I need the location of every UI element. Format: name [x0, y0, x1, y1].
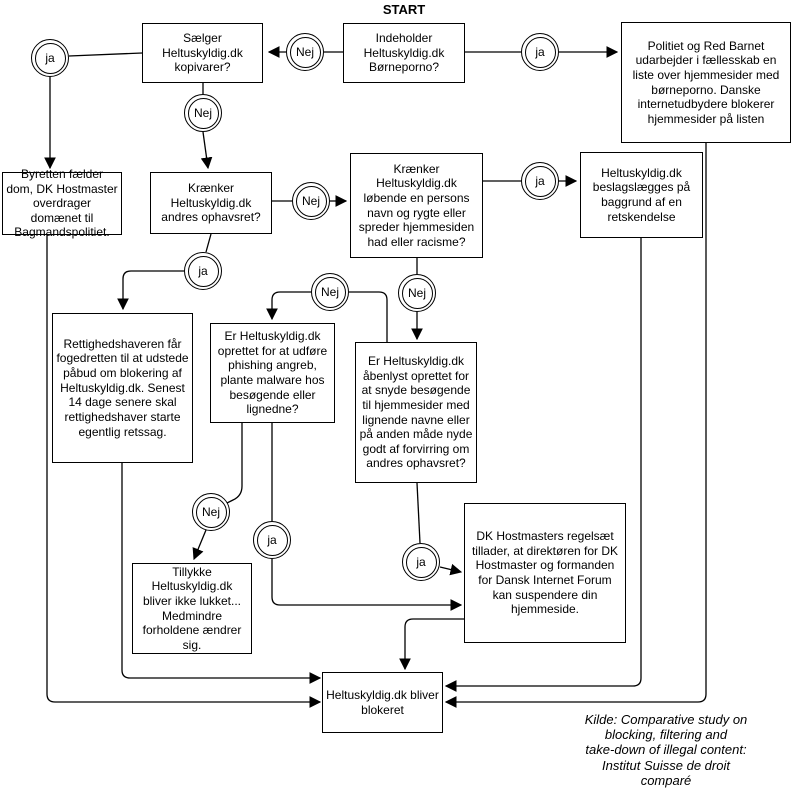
node-byretten-dom: Byretten fælder dom, DK Hostmaster overdrager domænet til Bagmandspolitiet. [2, 172, 122, 235]
node-beslaglaegges: Heltuskyldig.dk beslagslægges på baggrund af en retskendelse [580, 152, 703, 238]
node-aabenlyst-oprettet: Er Heltuskyldig.dk åbenlyst oprettet for at snyde besøgende til hjemmesider med lignende navne eller på anden måde nyde godt af forvirring om andres ophavsret? [355, 342, 477, 483]
decision-label: Nej [295, 45, 314, 59]
edge-nej4-to-ophavsret [203, 132, 208, 168]
node-politiet-red-barnet: Politiet og Red Barnet udarbejder i fællesskab en liste over hjemmesider med børneporno. Danske internetudbydere blokerer hjemmesider på listen [621, 22, 791, 143]
source-caption [566, 712, 766, 788]
caption-line: Institut Suisse de droit [602, 757, 730, 773]
edge-ja12-to-hostmasters [440, 567, 461, 572]
caption-line: take-down of illegal content: [585, 742, 747, 758]
node-tillykke-ikke-lukket: Tillykke Heltuskyldig.dk bliver ikke lukket... Medmindre forholdene ændrer sig. [132, 563, 252, 654]
decision-circle-ja-12 [402, 543, 440, 581]
edge-hostmasters-to-blokeret [405, 619, 464, 669]
decision-label: Nej [201, 505, 220, 519]
decision-label: Nej [301, 194, 320, 208]
edge-ophavsret-to-ja6 [206, 234, 211, 252]
edge-nej10-to-tillykke [194, 530, 206, 559]
decision-circle-nej-4 [184, 94, 222, 132]
decision-circle-ja-6 [184, 252, 222, 290]
node-dk-hostmasters-regelsaet: DK Hostmasters regelsæt tillader, at direktøren for DK Hostmaster og formanden for Dansk Internet Forum kan suspendere din hjemmeside. [464, 503, 626, 643]
edge-aabenlyst-to-ja12 [417, 483, 420, 543]
decision-circle-nej-5 [292, 182, 330, 220]
edge-phishing-to-nej10 [227, 423, 242, 503]
start-label: START [382, 2, 426, 17]
caption-line: Kilde: Comparative study on [584, 712, 748, 727]
decision-circle-ja-11 [253, 521, 291, 559]
decision-circle-ja-3 [31, 39, 69, 77]
edge-saelger-to-ja3 [69, 53, 142, 56]
decision-label: ja [267, 533, 277, 547]
decision-circle-nej-8 [398, 274, 436, 312]
decision-label: Nej [407, 286, 426, 300]
node-saelger-kopivarer: Sælger Heltuskyldig.dk kopivarer? [142, 23, 263, 83]
edge-aabenlyst-to-nej9 [349, 292, 387, 342]
node-rettighedshaveren: Rettighedshaveren får fogedretten til at udstede påbud om blokering af Heltuskyldig.dk. Senest 14 dage senere skal rettighedshaver starte egentlig retssag. [52, 313, 193, 463]
decision-label: ja [535, 45, 545, 59]
caption-line: blocking, filtering and [604, 727, 728, 743]
decision-label: Nej [193, 106, 212, 120]
decision-circle-ja-7 [521, 162, 559, 200]
decision-circle-nej-1 [286, 33, 324, 71]
edge-ja6-to-rettighed [123, 271, 184, 309]
caption-line: comparé [640, 772, 692, 788]
node-bliver-blokeret: Heltuskyldig.dk bliver blokeret [322, 672, 443, 733]
node-phishing-malware: Er Heltuskyldig.dk oprettet for at udføre phishing angreb, plante malware hos besøgende eller lignedne? [210, 323, 335, 423]
decision-circle-nej-10 [192, 493, 230, 531]
decision-circle-ja-2 [521, 33, 559, 71]
decision-label: ja [198, 264, 208, 278]
decision-circle-nej-9 [311, 273, 349, 311]
node-kraenker-ophavsret: Krænker Heltuskyldig.dk andres ophavsret? [150, 172, 272, 234]
edge-nej9-to-phishing [272, 292, 311, 319]
node-kraenker-person: Krænker Heltuskyldig.dk løbende en persons navn og rygte eller spreder hjemmesiden had eller racisme? [350, 153, 483, 258]
decision-label: ja [416, 555, 426, 569]
decision-label: ja [535, 174, 545, 188]
node-indeholder-boerneporno: Indeholder Heltuskyldig.dk Børneporno? [343, 23, 465, 83]
decision-label: ja [45, 51, 55, 65]
decision-label: Nej [320, 285, 339, 299]
